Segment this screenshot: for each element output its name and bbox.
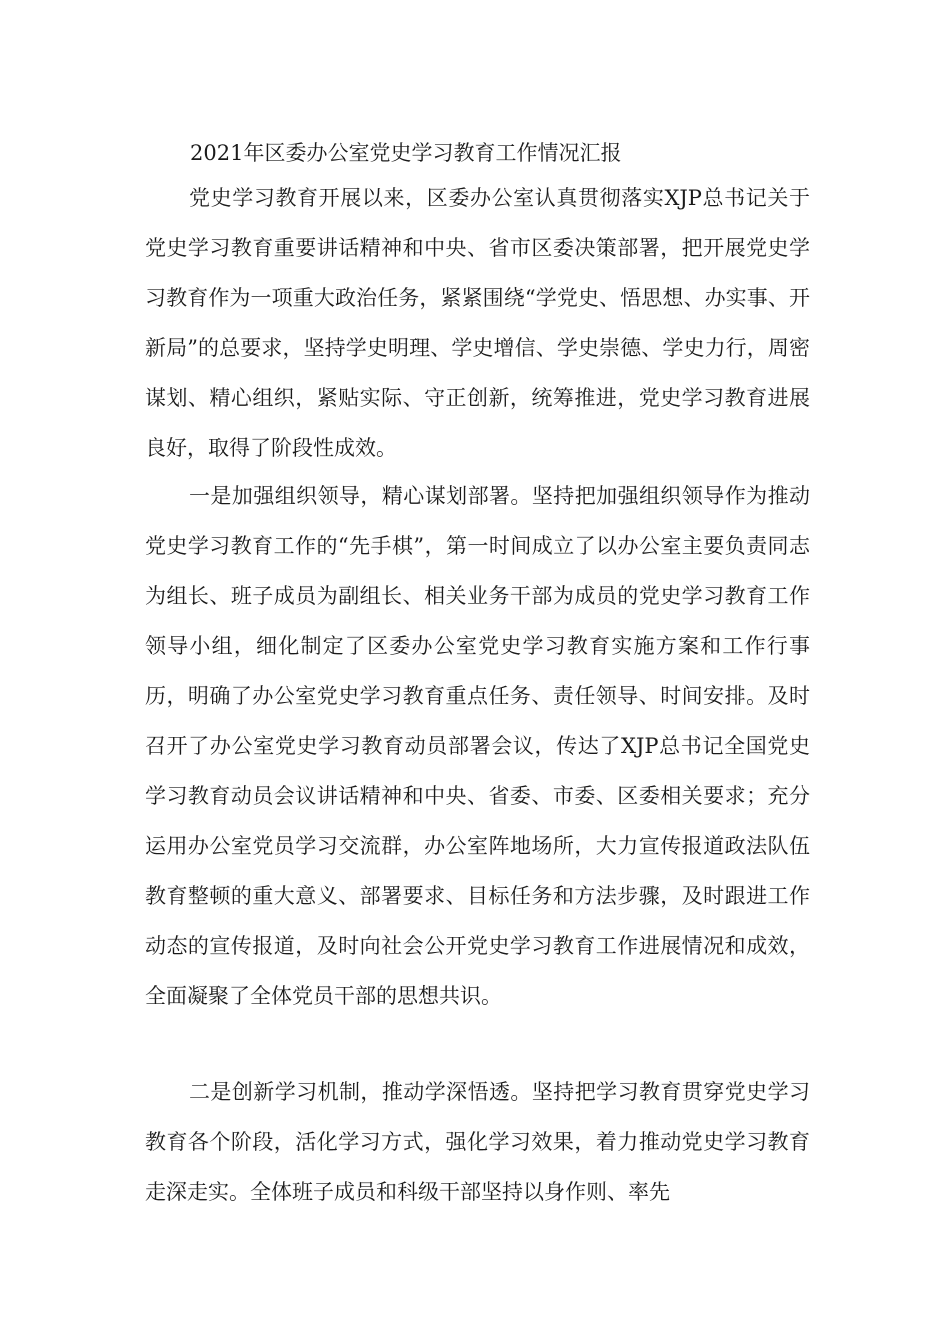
paragraph-organization-leadership: 一是加强组织领导，精心谋划部署。坚持把加强组织领导作为推动党史学习教育工作的“先手棋”，第一时间成立了以办公室主要负责同志为组长、班子成员为副组长、相关业务干部为成员的党史学习教育工作领导小组，细化制定了区委办公室党史学习教育实施方案和工作行事历，明确了办公室党史学习教育重点任务、责任领导、时间安排。及时召开了办公室党史学习教育动员部署会议，传达了XJP总书记全国党史学习教育动员会议讲话精神和中央、省委、市委、区委相关要求；充分运用办公室党员学习交流群，办公室阵地场所，大力宣传报道政法队伍教育整顿的重大意义、部署要求、目标任务和方法步骤，及时跟进工作动态的宣传报道，及时向社会公开党史学习教育工作进展情况和成效，全面凝聚了全体党员干部的思想共识。	[145, 484, 810, 1008]
paragraph-learning-mechanism: 二是创新学习机制，推动学深悟透。坚持把学习教育贯穿党史学习教育各个阶段，活化学习方式，强化学习效果，着力推动党史学习教育走深走实。全体班子成员和科级干部坚持以身作则、率先	[145, 1080, 810, 1204]
paragraph-intro: 党史学习教育开展以来，区委办公室认真贯彻落实XJP总书记关于党史学习教育重要讲话精神和中央、省市区委决策部署，把开展党史学习教育作为一项重大政治任务，紧紧围绕“学党史、悟思想、办实事、开新局”的总要求，坚持学史明理、学史增信、学史崇德、学史力行，周密谋划、精心组织，紧贴实际、守正创新，统筹推进，党史学习教育进展良好，取得了阶段性成效。	[145, 186, 810, 460]
document-title: 2021年区委办公室党史学习教育工作情况汇报	[190, 141, 622, 165]
